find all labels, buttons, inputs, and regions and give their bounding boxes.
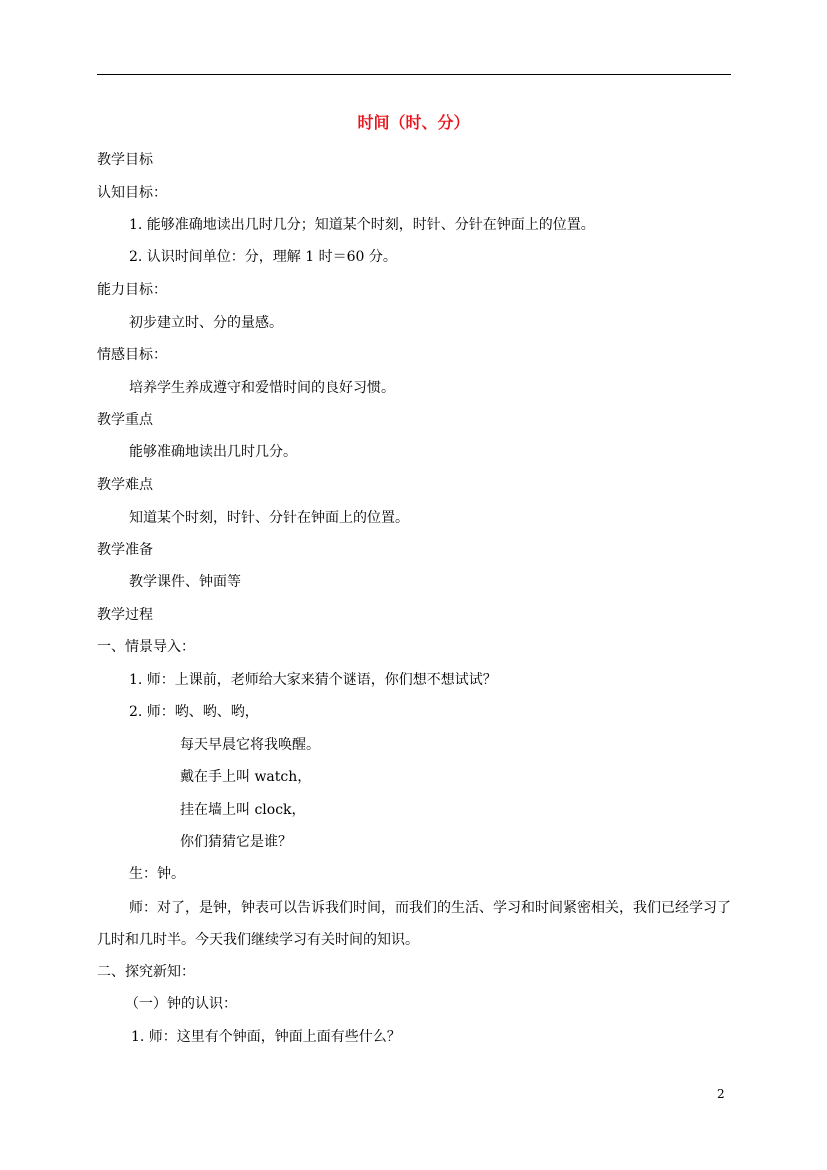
section-2-heading: 二、探究新知：	[97, 964, 195, 980]
subheading-emotional-goals: 情感目标：	[97, 347, 167, 363]
emotional-goal-text: 培养学生养成遵守和爱惜时间的良好习惯。	[129, 380, 395, 396]
riddle-line-3: 挂在墙上叫 clock，	[180, 802, 306, 818]
section-1-heading: 一、情景导入：	[97, 639, 195, 655]
process-step-2: 2. 师：哟、哟、哟，	[129, 704, 259, 720]
subheading-ability-goals: 能力目标：	[97, 282, 167, 298]
goal-item-2: 2. 认识时间单位：分，理解 1 时＝60 分。	[129, 249, 397, 265]
ability-goal-text: 初步建立时、分的量感。	[129, 315, 283, 331]
document-title: 时间（时、分）	[357, 113, 470, 132]
header-rule	[97, 74, 731, 75]
student-answer: 生：钟。	[129, 866, 185, 882]
clock-question: 1. 师：这里有个钟面，钟面上面有些什么？	[131, 1029, 401, 1045]
page-number: 2	[717, 1087, 725, 1101]
subheading-cognitive-goals: 认知目标：	[97, 185, 167, 201]
goal-item-1: 1. 能够准确地读出几时几分；知道某个时刻，时针、分针在钟面上的位置。	[129, 217, 595, 233]
heading-difficulties: 教学难点	[97, 477, 153, 493]
preparation-text: 教学课件、钟面等	[129, 574, 241, 590]
riddle-line-2: 戴在手上叫 watch，	[180, 769, 312, 785]
heading-preparation: 教学准备	[97, 542, 153, 558]
riddle-line-1: 每天早晨它将我唤醒。	[180, 737, 320, 753]
difficulties-text: 知道某个时刻，时针、分针在钟面上的位置。	[129, 510, 409, 526]
key-points-text: 能够准确地读出几时几分。	[129, 444, 297, 460]
process-step-1: 1. 师：上课前，老师给大家来猜个谜语，你们想不想试试？	[129, 672, 497, 688]
riddle-line-4: 你们猜猜它是谁？	[180, 834, 292, 850]
teacher-paragraph: 师：对了，是钟，钟表可以告诉我们时间，而我们的生活、学习和时间紧密相关，我们已经学习了几时和几时半。今天我们继续学习有关时间的知识。	[97, 900, 731, 948]
heading-key-points: 教学重点	[97, 412, 153, 428]
heading-teaching-process: 教学过程	[97, 607, 153, 623]
heading-teaching-goals: 教学目标	[97, 152, 153, 168]
subsection-clock-intro: （一）钟的认识：	[125, 996, 237, 1012]
